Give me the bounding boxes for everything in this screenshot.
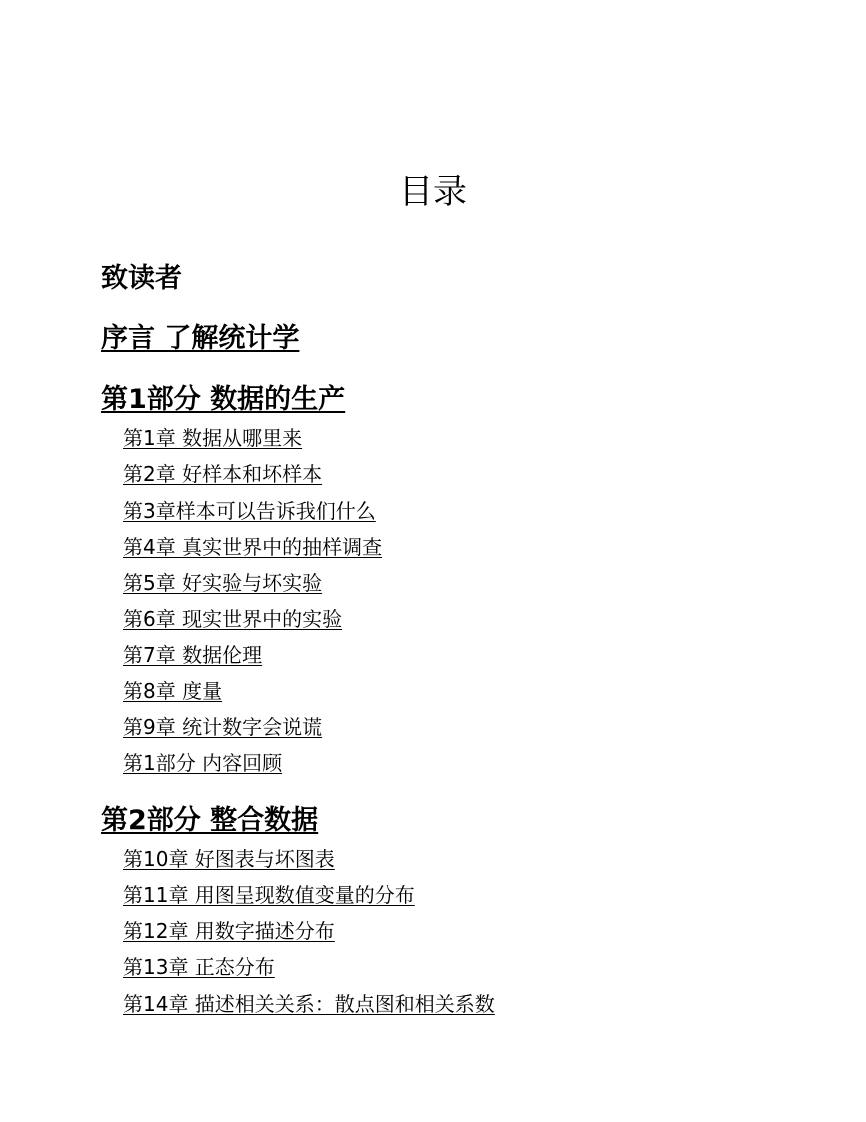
toc-heading-part-1[interactable]: 第1部分 数据的生产 <box>101 384 346 415</box>
toc-link-chapter-9[interactable]: 第9章 统计数字会说谎 <box>123 715 323 739</box>
toc-link-chapter-3[interactable]: 第3章样本可以告诉我们什么 <box>123 499 376 523</box>
toc-link-chapter-10[interactable]: 第10章 好图表与坏图表 <box>123 847 335 871</box>
toc-link-chapter-13[interactable]: 第13章 正态分布 <box>123 955 275 979</box>
toc-link-chapter-2[interactable]: 第2章 好样本和坏样本 <box>123 462 323 486</box>
toc-link-chapter-12[interactable]: 第12章 用数字描述分布 <box>123 919 335 943</box>
toc-link-chapter-11[interactable]: 第11章 用图呈现数值变量的分布 <box>123 883 415 907</box>
toc-link-chapter-6[interactable]: 第6章 现实世界中的实验 <box>123 607 343 631</box>
toc-link-chapter-8[interactable]: 第8章 度量 <box>123 679 223 703</box>
toc-heading-part-2[interactable]: 第2部分 整合数据 <box>101 805 319 836</box>
toc-link-chapter-5[interactable]: 第5章 好实验与坏实验 <box>123 571 323 595</box>
page-title: 目录 <box>399 172 467 212</box>
toc-link-part-1-review[interactable]: 第1部分 内容回顾 <box>123 751 283 775</box>
toc-link-chapter-14[interactable]: 第14章 描述相关关系：散点图和相关系数 <box>123 992 495 1016</box>
toc-link-chapter-1[interactable]: 第1章 数据从哪里来 <box>123 426 303 450</box>
toc-heading-preface[interactable]: 序言 了解统计学 <box>101 323 300 354</box>
toc-heading-to-reader[interactable]: 致读者 <box>101 263 182 294</box>
toc-link-chapter-7[interactable]: 第7章 数据伦理 <box>123 643 263 667</box>
toc-link-chapter-4[interactable]: 第4章 真实世界中的抽样调查 <box>123 535 383 559</box>
